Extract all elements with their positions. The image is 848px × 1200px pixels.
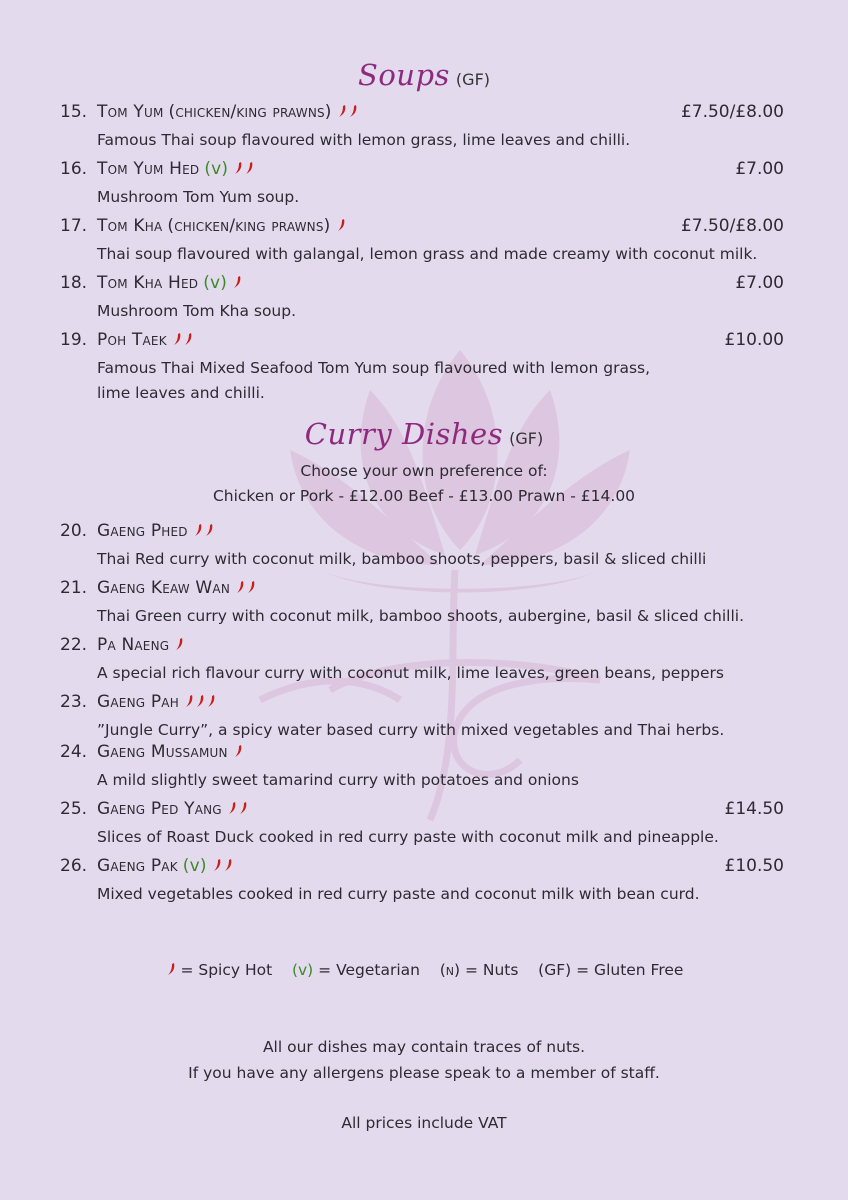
chilli-pepper-icon <box>244 161 254 175</box>
item-description: A mild slightly sweet tamarind curry with potatoes and onions <box>97 771 579 789</box>
chilli-pepper-icon <box>172 332 182 346</box>
spice-rating <box>231 273 242 293</box>
item-name <box>97 856 233 876</box>
item-description: Thai soup flavoured with galangal, lemon grass and made creamy with coconut milk. <box>97 245 758 263</box>
item-name <box>97 799 248 819</box>
item-description: Slices of Roast Duck cooked in red curry paste with coconut milk and pineapple. <box>97 828 719 846</box>
spice-rating <box>192 521 214 541</box>
item-title: Gaeng Keaw Wan <box>97 578 230 598</box>
item-description: Thai Green curry with coconut milk, bamboo shoots, aubergine, basil & sliced chilli. <box>97 607 744 625</box>
item-name <box>97 578 256 598</box>
item-number: 21. <box>60 578 88 598</box>
item-price: £7.50/£8.00 <box>680 216 784 236</box>
item-description: Mushroom Tom Yum soup. <box>97 188 300 206</box>
legend-veg: = Vegetarian <box>318 961 420 979</box>
chilli-pepper-icon <box>204 523 214 537</box>
item-price: £7.50/£8.00 <box>680 102 784 122</box>
legend-spicy: = Spicy Hot <box>180 961 273 979</box>
item-title: Pa Naeng <box>97 635 170 655</box>
item-title: Poh Taek <box>97 330 167 350</box>
item-name <box>97 635 184 655</box>
chilli-pepper-icon <box>183 332 193 346</box>
chilli-pepper-icon <box>223 858 233 872</box>
soups-gf-tag: (GF) <box>455 70 491 89</box>
item-name <box>97 102 358 122</box>
soups-heading <box>0 58 848 92</box>
chilli-pepper-icon <box>238 801 248 815</box>
legend-gf-symbol: (GF) <box>538 961 572 979</box>
chilli-pepper-icon <box>184 694 194 708</box>
chilli-pepper-icon <box>233 161 243 175</box>
item-description: Mushroom Tom Kha soup. <box>97 302 297 320</box>
item-price: £14.50 <box>724 799 784 819</box>
item-name <box>97 692 216 712</box>
item-name <box>97 742 243 762</box>
spice-rating <box>211 856 233 876</box>
legend-nuts-symbol: (n) <box>439 961 461 979</box>
item-description: ”Jungle Curry”, a spicy water based curry with mixed vegetables and Thai herbs. <box>97 721 725 739</box>
item-number: 18. <box>60 273 88 293</box>
chilli-pepper-icon <box>336 218 346 232</box>
spice-rating <box>335 216 346 236</box>
chilli-pepper-icon <box>348 104 358 118</box>
legend-veg-symbol: (v) <box>291 961 314 979</box>
nuts-notice: All our dishes may contain traces of nuts. <box>262 1038 586 1056</box>
legend-gf: = Gluten Free <box>576 961 684 979</box>
item-variant: (chicken/king prawns) <box>168 102 332 122</box>
vegetarian-badge: (v) <box>182 856 207 876</box>
chilli-pepper-icon <box>227 801 237 815</box>
chilli-pepper-icon <box>246 580 256 594</box>
allergen-notice: If you have any allergens please speak to a member of staff. <box>188 1064 660 1082</box>
chilli-pepper-icon <box>212 858 222 872</box>
legend <box>0 961 848 979</box>
spice-rating <box>226 799 248 819</box>
item-title: Tom Yum Hed <box>97 159 200 179</box>
curry-prices-line: Chicken or Pork - £12.00 Beef - £13.00 Prawn - £14.00 <box>212 487 636 505</box>
spice-rating <box>234 578 256 598</box>
chilli-pepper-icon <box>206 694 216 708</box>
item-price: £10.00 <box>724 330 784 350</box>
item-number: 19. <box>60 330 88 350</box>
spice-rating <box>232 742 243 762</box>
item-name <box>97 159 254 179</box>
item-number: 26. <box>60 856 88 876</box>
chilli-pepper-icon <box>235 580 245 594</box>
spice-rating <box>171 330 193 350</box>
item-title: Gaeng Mussamun <box>97 742 228 762</box>
chilli-pepper-icon <box>232 275 242 289</box>
item-name <box>97 273 242 293</box>
item-description: Famous Thai soup flavoured with lemon grass, lime leaves and chilli. <box>97 131 631 149</box>
item-number: 24. <box>60 742 88 762</box>
item-price: £7.00 <box>735 159 784 179</box>
curry-title: Curry Dishes <box>304 417 504 451</box>
item-name <box>97 521 214 541</box>
item-number: 20. <box>60 521 88 541</box>
item-description: Thai Red curry with coconut milk, bamboo shoots, peppers, basil & sliced chilli <box>97 550 707 568</box>
spice-rating <box>232 159 254 179</box>
item-title: Gaeng Ped Yang <box>97 799 222 819</box>
item-title: Gaeng Phed <box>97 521 188 541</box>
curry-heading <box>0 417 848 451</box>
item-number: 17. <box>60 216 88 236</box>
item-price: £7.00 <box>735 273 784 293</box>
item-title: Gaeng Pah <box>97 692 179 712</box>
item-number: 16. <box>60 159 88 179</box>
item-title: Tom Kha <box>97 216 163 236</box>
item-name <box>97 330 193 350</box>
item-description: A special rich flavour curry with coconut milk, lime leaves, green beans, peppers <box>97 664 724 682</box>
soups-title: Soups <box>357 58 450 92</box>
item-title: Tom Kha Hed <box>97 273 199 293</box>
item-number: 22. <box>60 635 88 655</box>
vat-notice: All prices include VAT <box>341 1114 507 1132</box>
chilli-pepper-icon <box>337 104 347 118</box>
item-title: Gaeng Pak <box>97 856 178 876</box>
chilli-pepper-icon <box>195 694 205 708</box>
chilli-pepper-icon <box>174 637 184 651</box>
chilli-pepper-icon <box>233 744 243 758</box>
item-number: 15. <box>60 102 88 122</box>
chilli-pepper-icon <box>193 523 203 537</box>
item-price: £10.50 <box>724 856 784 876</box>
item-number: 25. <box>60 799 88 819</box>
chilli-pepper-icon <box>166 962 176 976</box>
spice-rating <box>336 102 358 122</box>
vegetarian-badge: (v) <box>204 159 229 179</box>
item-title: Tom Yum <box>97 102 164 122</box>
item-description: Famous Thai Mixed Seafood Tom Yum soup flavoured with lemon grass, <box>97 359 651 377</box>
curry-choose-line: Choose your own preference of: <box>300 462 548 480</box>
spice-rating <box>173 635 184 655</box>
spice-rating <box>183 692 216 712</box>
item-name <box>97 216 346 236</box>
item-number: 23. <box>60 692 88 712</box>
curry-gf-tag: (GF) <box>509 429 544 448</box>
legend-nuts: = Nuts <box>464 961 519 979</box>
item-variant: (chicken/king prawns) <box>167 216 331 236</box>
vegetarian-badge: (v) <box>203 273 228 293</box>
item-description: lime leaves and chilli. <box>97 384 265 402</box>
item-description: Mixed vegetables cooked in red curry paste and coconut milk with bean curd. <box>97 885 700 903</box>
